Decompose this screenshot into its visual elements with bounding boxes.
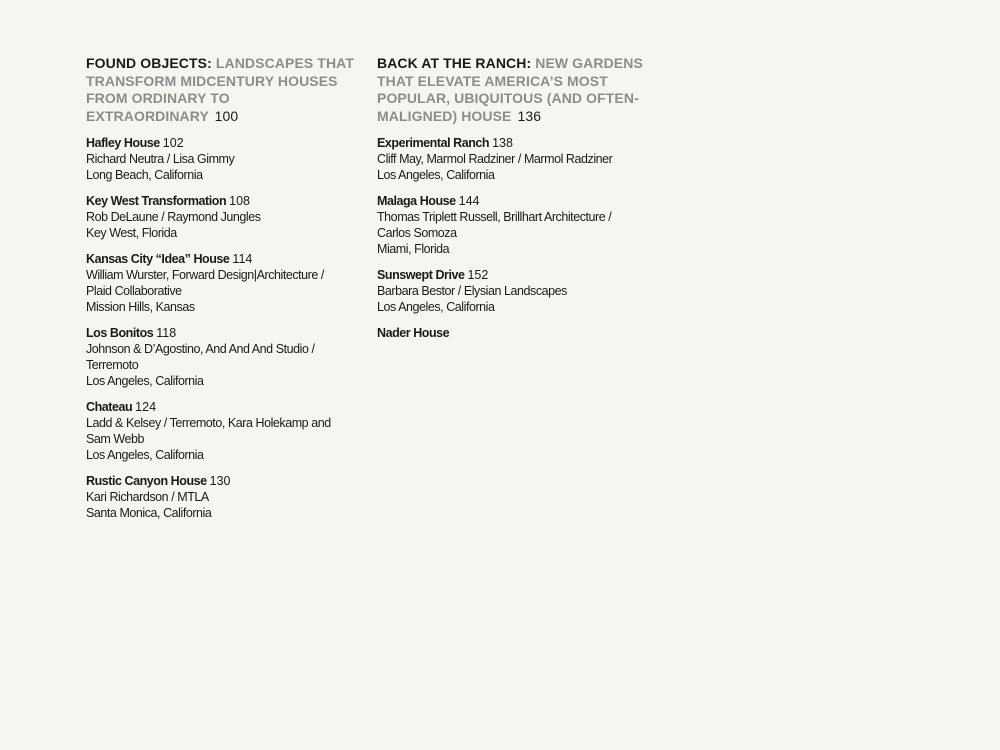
entry-heading bbox=[377, 325, 647, 341]
entry-heading bbox=[86, 251, 356, 267]
entry-location: Los Angeles, California bbox=[377, 300, 495, 314]
entry-page-number: 124 bbox=[135, 400, 157, 414]
toc-entry bbox=[86, 399, 356, 463]
section-title-lead: BACK AT THE RANCH: bbox=[377, 55, 532, 71]
entry-heading bbox=[86, 473, 356, 489]
entry-credit: Thomas Triplett Russell, Brillhart Architecture / bbox=[377, 210, 612, 224]
section-title bbox=[86, 55, 356, 125]
entry-name: Sunswept Drive bbox=[377, 268, 465, 282]
entry-name: Key West Transformation bbox=[86, 194, 227, 208]
entry-page-number: 108 bbox=[229, 194, 251, 208]
entry-location: Long Beach, California bbox=[86, 168, 203, 182]
entry-name: Experimental Ranch bbox=[377, 136, 490, 150]
entry-credit: Rob DeLaune / Raymond Jungles bbox=[86, 210, 261, 224]
toc-entry bbox=[377, 267, 647, 315]
toc-entry bbox=[377, 325, 647, 341]
entry-location: Mission Hills, Kansas bbox=[86, 300, 195, 314]
entry-credit: Barbara Bestor / Elysian Landscapes bbox=[377, 284, 567, 298]
entry-credit: William Wurster, Forward Design|Architecture / bbox=[86, 268, 324, 282]
entry-heading bbox=[86, 399, 356, 415]
entry-name: Nader House bbox=[377, 326, 450, 340]
entry-name: Hafley House bbox=[86, 136, 160, 150]
entry-location: Santa Monica, California bbox=[86, 506, 212, 520]
entry-credit: Plaid Collaborative bbox=[86, 284, 182, 298]
entry-page-number: 152 bbox=[467, 268, 489, 282]
entry-credit: Terremoto bbox=[86, 358, 139, 372]
entry-credit: Carlos Somoza bbox=[377, 226, 457, 240]
entry-location: Key West, Florida bbox=[86, 226, 177, 240]
entry-heading bbox=[377, 267, 647, 283]
entry-location: Los Angeles, California bbox=[377, 168, 495, 182]
entry-credit: Sam Webb bbox=[86, 432, 145, 446]
entry-page-number: 144 bbox=[458, 194, 480, 208]
section-page-number: 100 bbox=[214, 107, 239, 124]
entry-page-number: 114 bbox=[232, 252, 253, 266]
entry-name: Kansas City “Idea” House bbox=[86, 252, 230, 266]
section-title-rest: LANDSCAPES THAT TRANSFORM MIDCENTURY HOUSES FROM ORDINARY TO EXTRAORDINARY bbox=[86, 55, 354, 124]
entry-location: Los Angeles, California bbox=[86, 374, 204, 388]
entry-name: Malaga House bbox=[377, 194, 456, 208]
entry-credit: Kari Richardson / MTLA bbox=[86, 490, 209, 504]
section-title bbox=[377, 55, 647, 125]
entry-credit: Richard Neutra / Lisa Gimmy bbox=[86, 152, 235, 166]
entry-name: Los Bonitos bbox=[86, 326, 154, 340]
section-title-rest: NEW GARDENS THAT ELEVATE AMERICA’S MOST POPULAR, UBIQUITOUS (AND OFTEN-MALIGNED) HOUSE bbox=[377, 55, 643, 124]
entry-heading bbox=[86, 193, 356, 209]
toc-column-left bbox=[86, 55, 356, 531]
entry-page-number: 102 bbox=[162, 136, 184, 150]
entry-heading bbox=[86, 135, 356, 151]
entry-location: Miami, Florida bbox=[377, 242, 450, 256]
entry-credit: Johnson & D’Agostino, And And And Studio / bbox=[86, 342, 315, 356]
entry-page-number: 138 bbox=[492, 136, 513, 150]
toc-entry bbox=[377, 193, 647, 257]
entry-location: Los Angeles, California bbox=[86, 448, 204, 462]
entry-page-number: 118 bbox=[156, 326, 177, 340]
entry-heading bbox=[86, 325, 356, 341]
entry-name: Chateau bbox=[86, 400, 133, 414]
toc-column-right bbox=[377, 55, 647, 351]
entry-page-number: 130 bbox=[209, 474, 231, 488]
entry-credit: Cliff May, Marmol Radziner / Marmol Radziner bbox=[377, 152, 613, 166]
toc-entry bbox=[86, 473, 356, 521]
toc-entry bbox=[86, 325, 356, 389]
entry-heading bbox=[377, 135, 647, 151]
toc-entry bbox=[86, 193, 356, 241]
section-page-number: 136 bbox=[517, 107, 542, 124]
toc-entry bbox=[86, 251, 356, 315]
toc-entry bbox=[377, 135, 647, 183]
entry-heading bbox=[377, 193, 647, 209]
entry-credit: Ladd & Kelsey / Terremoto, Kara Holekamp and bbox=[86, 416, 331, 430]
entry-name: Rustic Canyon House bbox=[86, 474, 207, 488]
toc-entry bbox=[86, 135, 356, 183]
section-title-lead: FOUND OBJECTS: bbox=[86, 55, 212, 71]
